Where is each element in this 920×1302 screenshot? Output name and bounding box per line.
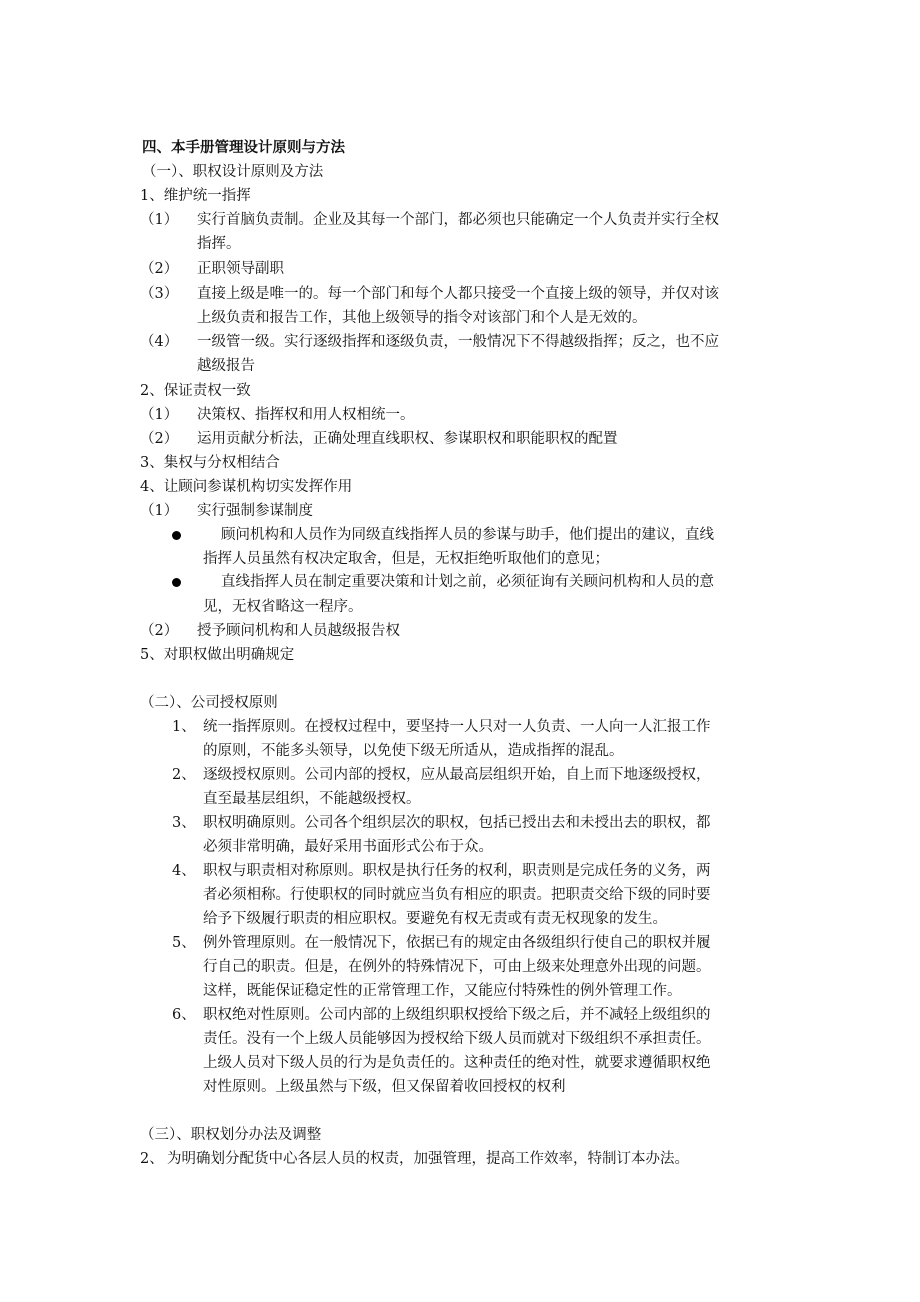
item-text: 必须非常明确，最好采用书面形式公布于众。 xyxy=(203,839,493,855)
item-text: 职权绝对性原则。公司内部的上级组织职权授给下级之后，并不减轻上级组织的 xyxy=(203,1007,711,1023)
section-heading: （三）、职权划分办法及调整 xyxy=(140,1127,322,1143)
item-text: 逐级授权原则。公司内部的授权，应从最高层组织开始，自上而下地逐级授权， xyxy=(203,767,711,783)
item-number: 3、 xyxy=(172,815,196,831)
bullet-text: 见，无权省略这一程序。 xyxy=(203,599,363,615)
principle-heading: 3、集权与分权相结合 xyxy=(140,455,280,471)
item-text: 上级负责和报告工作，其他上级领导的指令对该部门和个人是无效的。 xyxy=(197,310,647,326)
item-number: （2） xyxy=(140,261,179,277)
item-number: （1） xyxy=(140,212,179,228)
item-text: 者必须相称。行使职权的同时就应当负有相应的职责。把职责交给下级的同时要 xyxy=(203,887,711,903)
item-number: 5、 xyxy=(172,935,196,951)
item-number: （1） xyxy=(140,407,179,423)
item-number: （1） xyxy=(140,503,179,519)
principle-heading: 2、保证责权一致 xyxy=(140,383,251,399)
section-heading: （二）、公司授权原则 xyxy=(140,695,278,711)
item-number: （3） xyxy=(140,286,179,302)
item-text: 为明确划分配货中心各层人员的权责，加强管理，提高工作效率，特制订本办法。 xyxy=(167,1151,689,1167)
item-text: 责任。没有一个上级人员能够因为授权给下级人员而就对下级组织不承担责任。 xyxy=(203,1031,711,1047)
principle-heading: 4、让顾问参谋机构切实发挥作用 xyxy=(140,479,353,495)
item-text: 运用贡献分析法，正确处理直线职权、参谋职权和职能职权的配置 xyxy=(197,431,618,447)
bullet-icon xyxy=(172,531,181,540)
item-text: 正职领导副职 xyxy=(197,261,284,277)
item-text: 统一指挥原则。在授权过程中，要坚持一人只对一人负责、一人向一人汇报工作 xyxy=(203,719,711,735)
item-text: 指挥。 xyxy=(197,236,241,252)
item-text: 的原则，不能多头领导，以免使下级无所适从，造成指挥的混乱。 xyxy=(203,743,624,759)
item-text: 越级报告 xyxy=(197,358,255,374)
bullet-text: 顾问机构和人员作为同级直线指挥人员的参谋与助手，他们提出的建议，直线 xyxy=(221,527,714,543)
bullet-icon xyxy=(172,578,181,587)
item-number: （2） xyxy=(140,431,179,447)
item-text: 直接上级是唯一的。每一个部门和每个人都只接受一个直接上级的领导，并仅对该 xyxy=(197,286,719,302)
item-text: 实行首脑负责制。企业及其每一个部门，都必须也只能确定一个人负责并实行全权 xyxy=(197,212,719,228)
item-text: 职权与职责相对称原则。职权是执行任务的权利，职责则是完成任务的义务，两 xyxy=(203,863,711,879)
section-heading: （一）、职权设计原则及方法 xyxy=(142,164,324,180)
item-text: 直至最基层组织，不能越级授权。 xyxy=(203,791,421,807)
item-text: 职权明确原则。公司各个组织层次的职权，包括已授出去和未授出去的职权，都 xyxy=(203,815,711,831)
item-number: 2、 xyxy=(140,1151,164,1167)
item-number: 4、 xyxy=(172,863,196,879)
bullet-text: 指挥人员虽然有权决定取舍，但是，无权拒绝听取他们的意见； xyxy=(203,551,609,567)
item-text: 授予顾问机构和人员越级报告权 xyxy=(197,623,400,639)
item-text: 决策权、指挥权和用人权相统一。 xyxy=(197,407,415,423)
principle-heading: 5、对职权做出明确规定 xyxy=(140,647,295,663)
item-text: 给予下级履行职责的相应职权。要避免有权无责或有责无权现象的发生。 xyxy=(203,911,667,927)
item-number: 6、 xyxy=(172,1007,196,1023)
item-text: 例外管理原则。在一般情况下，依据已有的规定由各级组织行使自己的职权并履 xyxy=(203,935,711,951)
item-text: 上级人员对下级人员的行为是负责任的。这种责任的绝对性，就要求遵循职权绝 xyxy=(203,1055,711,1071)
item-text: 一级管一级。实行逐级指挥和逐级负责，一般情况下不得越级指挥；反之，也不应 xyxy=(197,334,719,350)
item-text: 行自己的职责。但是，在例外的特殊情况下，可由上级来处理意外出现的问题。 xyxy=(203,959,711,975)
item-number: 2、 xyxy=(172,767,196,783)
item-text: 对性原则。上级虽然与下级，但又保留着收回授权的权利 xyxy=(203,1079,566,1095)
document-title: 四、本手册管理设计原则与方法 xyxy=(142,139,345,156)
item-number: （4） xyxy=(140,334,179,350)
item-text: 这样，既能保证稳定性的正常管理工作，又能应付特殊性的例外管理工作。 xyxy=(203,983,682,999)
item-number: （2） xyxy=(140,623,179,639)
item-text: 实行强制参谋制度 xyxy=(197,503,313,519)
item-number: 1、 xyxy=(172,719,196,735)
principle-heading: 1、维护统一指挥 xyxy=(140,188,251,204)
bullet-text: 直线指挥人员在制定重要决策和计划之前，必须征询有关顾问机构和人员的意 xyxy=(221,574,714,590)
